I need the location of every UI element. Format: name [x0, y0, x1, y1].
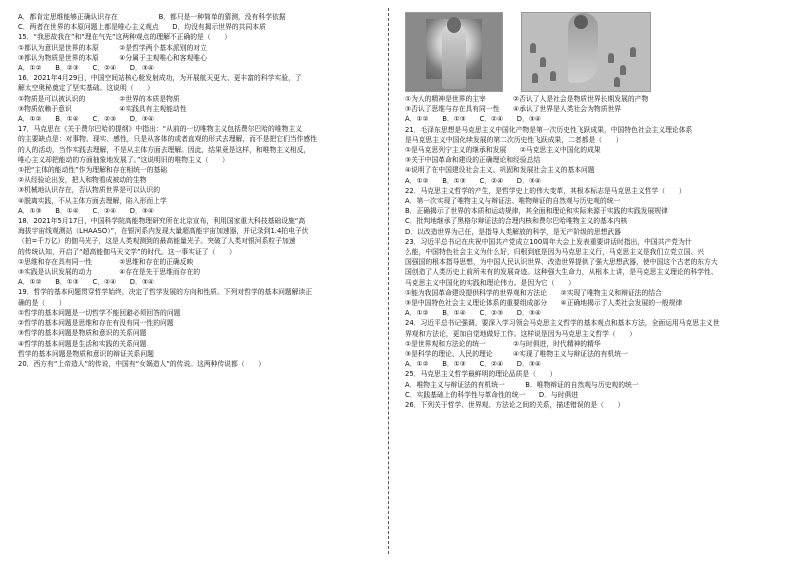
text-line: 国强国的根本指导思想，为中国人民认识世界、改造世界提供了强大思想武器，使中国这个古老的东方大: [405, 258, 718, 267]
god-creation-illustration: [405, 12, 503, 92]
text-line: ①思维和存在具有同一性 ②思维和存在的正确反映: [18, 257, 194, 266]
text-line: C．实践基础上的科学性与革命性的统一 D．与时俱进: [405, 390, 579, 399]
left-column: [18, 12, 390, 369]
text-line: 24．习近平总书记强调，要深入学习领会马克思主义哲学的基本观点和基本方法，全面运用马克思主义世: [405, 319, 720, 328]
text-line: A．第一次实现了唯物主义与辩证法、唯物辩证的自然观与历史观的统一: [405, 197, 621, 206]
text-line: A．①③ B．①④ C．②④ D．③④: [18, 206, 155, 215]
text-line: A．①② B．①④ C．②③ D．③④: [18, 115, 155, 124]
text-line: 16．2021年4月29日，中国空间站核心舱发射成功，为开展航天更大、更丰富的科学实验，了: [18, 74, 302, 83]
text-line: 23．习近平总书记在庆祝中国共产党成立100周年大会上发表重要讲话时指出，中国共产党为什: [405, 237, 692, 246]
text-line: A．唯物主义与辩证法的有机统一 B．唯物辩证的自然观与历史观的统一: [405, 380, 639, 389]
text-line: ④脱离实践，不从主体方面去理解，陷入形而上学: [18, 196, 167, 205]
text-line: A．都肯定思维能够正确认识存在 B．都只是一种简单的猜测，没有科学依据: [18, 13, 286, 21]
text-line: 哲学的基本问题是物质和意识的辩证关系问题: [18, 349, 154, 358]
text-line: 的传统认知，开启了“超高能伽马天文学”的时代。这一事实证了（ ）: [18, 247, 236, 256]
text-line: ①是世界观和方法论的统一 ②与时俱进，时代精神的精华: [405, 339, 601, 348]
column-divider: [388, 8, 389, 554]
clay-figure: [620, 65, 626, 75]
clay-figure: [550, 71, 556, 81]
clay-figure: [614, 77, 620, 87]
text-line: 解太空奥秘奠定了坚实基础。这说明（ ）: [18, 84, 154, 93]
right-column: [405, 12, 777, 410]
text-line: A．①② B．②③ C．②④ D．③④: [18, 64, 155, 73]
text-line: C．批判地继承了黑格尔辩证法的合理内核和费尔巴哈唯物主义的基本内核: [405, 217, 628, 226]
text-line: 唯心主义却把能动的方面抽象地发展了。”这说明旧的唯物主义（ ）: [18, 155, 229, 164]
text-line: ①为人的精神是世界的主宰 ②否认了人是社会是物质世界长期发展的产物: [405, 95, 649, 103]
text-line: 马克思主义中国化的实践和理论伟力。是因为它（ ）: [405, 278, 575, 287]
text-line: 17．马克思在《关于费尔巴哈的提纲》中指出：“从前的一切唯物主义包括费尔巴哈的唯物主义: [18, 125, 303, 134]
text-line: 18．2021年5月17日，中国科学院高能物理研究所在北京宣布，利用国家重大科技基础设施“高: [18, 217, 306, 226]
text-line: ①哲学的基本问题是一切哲学不能回避必须回答的问题: [18, 308, 181, 317]
nuwa-creation-illustration: [521, 12, 651, 92]
text-line: ③实践是认识发展的动力 ④存在是先于思维而存在的: [18, 268, 201, 277]
text-line: ③物质依赖于意识 ④实践具有主观能动性: [18, 104, 187, 113]
text-line: 海拔宇宙线观测站（LHAASO）”，在银河系内发现大量超高能宇宙加速器，并记录到1.4拍电子伏: [18, 227, 309, 236]
text-line: 么能，中国特色社会主义为什么好，归根到底是因为马克思主义行，马克思主义是我们立党立国、兴: [405, 248, 705, 257]
text-line: 26．下列关于哲学、世界观、方法论之间的关系，描述错误的是（ ）: [405, 401, 625, 410]
text-line: ②从经验论出发，把人和物看成被动的生物: [18, 176, 147, 185]
clay-figure: [530, 43, 536, 53]
text-line: 的主要缺点是：对事物、现实、感性，只是从客体的或者直观的形式去理解，而不是把它们当作感性: [18, 135, 318, 144]
text-line: 20．西方有“上帝造人”的传说，中国有“女娲造人”的传说。这两种传说都（ ）: [18, 359, 266, 368]
figure-head: [447, 17, 461, 33]
text-line: 是马克思主义中国化续发展的第二次历史性飞跃成果，二者都是（ ）: [405, 135, 623, 144]
text-line: C．两者在世界的本原问题上都是唯心主义观点 D．均没有揭示世界的共同本质: [18, 23, 266, 32]
text-line: A．①② B．①③ C．②④ D．③④: [405, 176, 542, 185]
text-line: D．以改造世界为己任，是指导人类解放的科学，是无产阶级的思想武器: [405, 227, 621, 236]
clay-figure: [540, 57, 546, 67]
left-question-list: [18, 12, 390, 369]
text-line: ③否认了思维与存在具有同一性 ④承认了世界是人类社会为物质世界: [405, 105, 622, 114]
text-line: A．①② B．①④ C．②③ D．③④: [405, 309, 542, 318]
text-line: ③都认为物质是世界的本原 ④分属于主观唯心和客观唯心: [18, 53, 207, 62]
text-line: 19．哲学的基本问题贯穿哲学始终，决定了哲学发展的方向和性质。下列对哲学的基本问题解读正: [18, 288, 313, 297]
text-line: ①物质是可以被认识的 ②世界的本质是物质: [18, 94, 180, 103]
text-line: 15．“我思故我在”和“理在气先”这两种观点的理解不正确的是（ ）: [18, 33, 232, 42]
text-line: 25．马克思主义哲学最鲜明的理论品质是（ ）: [405, 370, 557, 379]
illustration-row: [405, 12, 777, 90]
text-line: 21．毛泽东思想是马克思主义中国化产物是第一次历史性飞跃成果，中国特色社会主义理论体系: [405, 125, 693, 134]
text-line: 界观和方法论，更加自觉地做好工作。这样说是因为马克思主义哲学（ ）: [405, 329, 637, 338]
text-line: ①都认为意识是世界的本原 ②是哲学两个基本派别的对立: [18, 43, 207, 52]
nuwa-head: [574, 15, 588, 29]
text-line: ③机械地认识存在，否认物质世界是可以认识的: [18, 186, 161, 195]
question-20-options: [405, 94, 777, 125]
text-line: ③是科学的理论、人民的理论 ④实现了唯物主义与辩证法的有机统一: [405, 350, 628, 359]
text-line: ③哲学的基本问题是物质和意识的关系问题: [18, 329, 147, 338]
clay-figure: [608, 53, 614, 63]
clay-figure: [532, 73, 538, 83]
clay-figure: [630, 47, 636, 57]
text-line: B．正确揭示了世界的本质和运动规律，其全面和理论和实际来源于实践的实践发展规律: [405, 207, 668, 216]
text-line: ④哲学的基本问题是生活和实践的关系问题: [18, 339, 147, 348]
text-line: 确的是（ ）: [18, 298, 66, 307]
text-line: ③关于中国革命和建设的正确理论和经验总结: [405, 156, 541, 165]
text-line: 国创造了人类历史上前所未有的发展奇迹。这种强大生命力，从根本上讲，是马克思主义理论的科学性、: [405, 268, 718, 277]
text-line: A．①② B．①③ C．②④ D．③④: [405, 360, 542, 369]
text-line: ①能为我国革命建设提供科学的世界观和方法论 ②实现了唯物主义和辩证法的结合: [405, 288, 662, 297]
right-question-list: [405, 125, 777, 411]
text-line: 的人的活动，当作实践去理解，不是从主体方面去理解。因此，结果竟是这样，和唯物主义相反，: [18, 145, 311, 154]
text-line: 22．马克思主义哲学的产生，是哲学史上的伟大变革，其根本标志是马克思主义哲学（ ）: [405, 186, 686, 195]
text-line: A．①② B．①③ C．②④ D．③④: [18, 278, 155, 287]
text-line: （拍=千万亿）的伽马光子，这是人类观测到的最高能量光子。突破了人类对银河系粒子加速: [18, 237, 296, 246]
text-line: ①把“主体的能动性”作为理解和存在相统一的基础: [18, 166, 168, 175]
text-line: ①是马克思列宁主义的继承和发展 ②马克思主义中国化的成果: [405, 146, 601, 155]
text-line: ③是中国特色社会主义理论体系的重要组成部分 ④正确地揭示了人类社会发展的一般规律: [405, 299, 683, 308]
text-line: ④说明了在中国建设社会主义、巩固和发展社会主义的基本问题: [405, 166, 595, 175]
text-line: ②哲学的基本问题是思维和存在有没有同一性的问题: [18, 319, 174, 328]
text-line: A．①② B．①③ C．②④ D．③④: [405, 115, 542, 124]
